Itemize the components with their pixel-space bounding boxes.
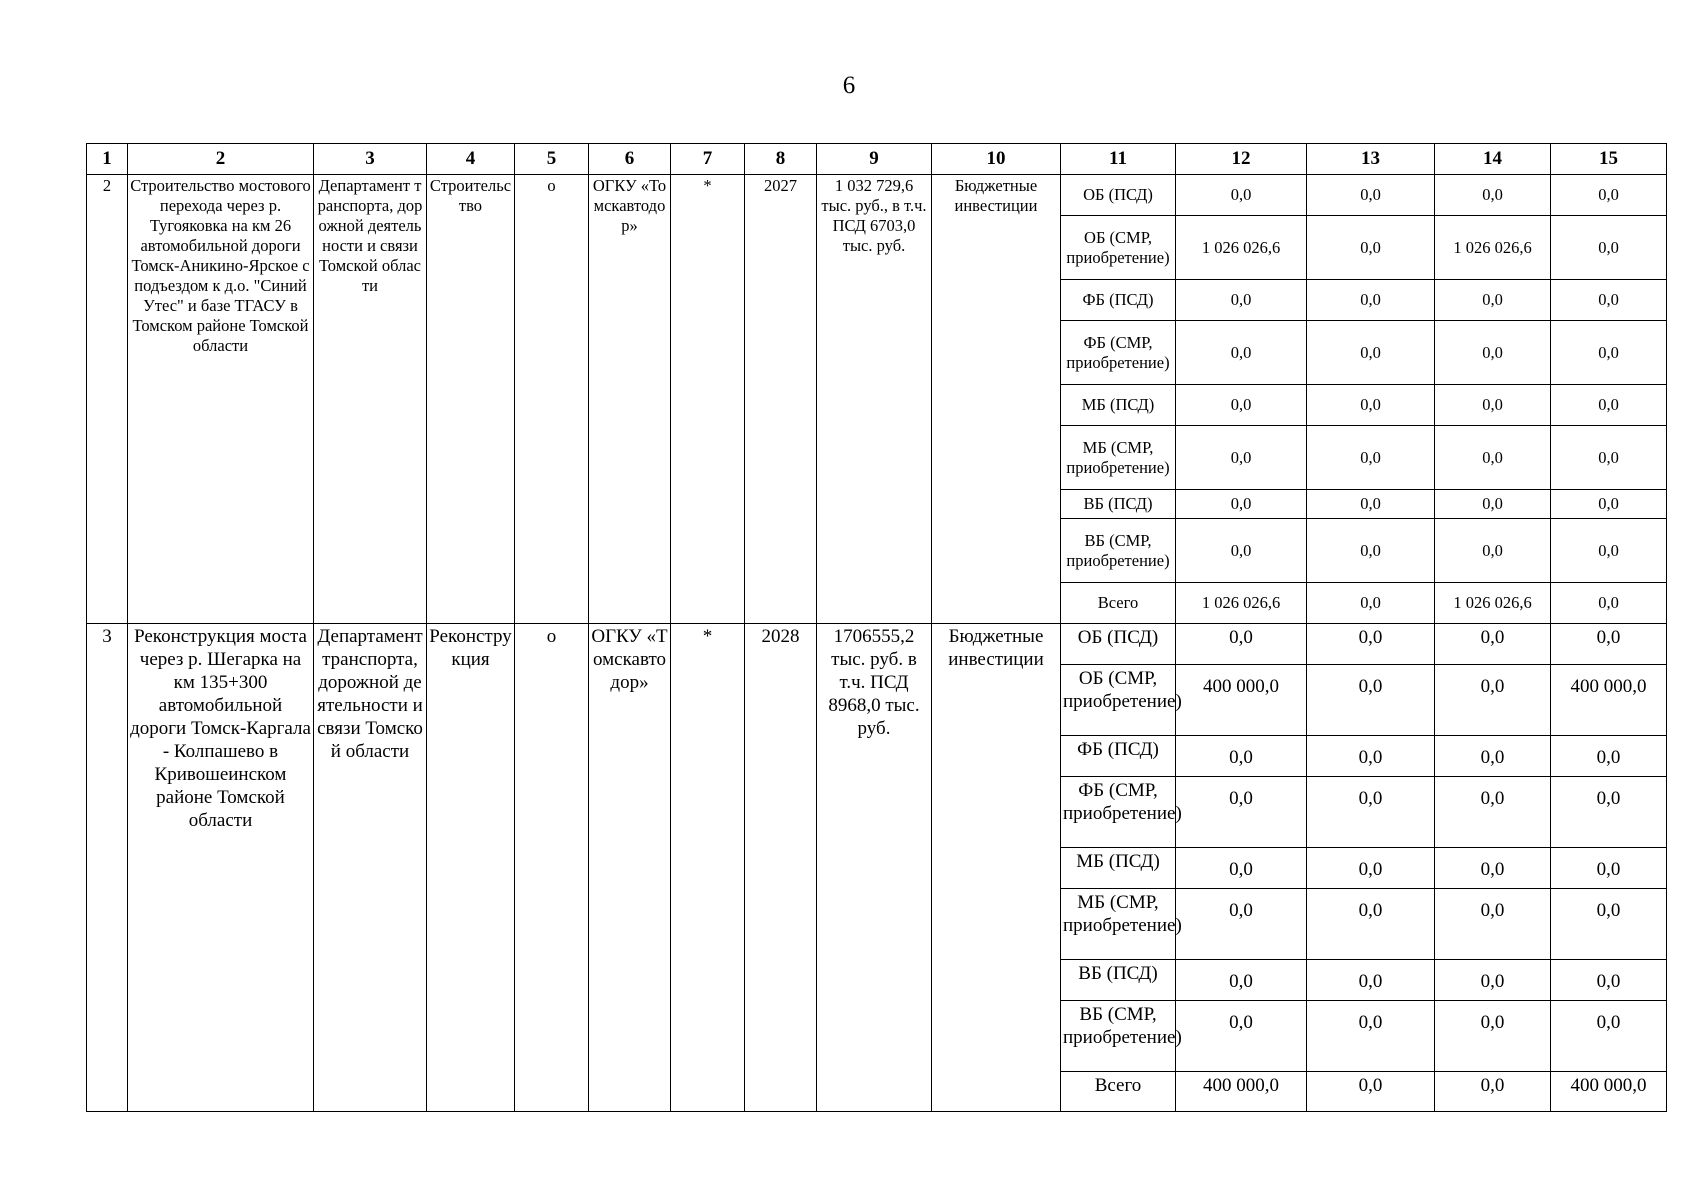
header-col-11: 11: [1061, 144, 1176, 175]
funding-source: МБ (СМР, приобретение): [1061, 426, 1176, 490]
object-name: Строительство мостового перехода через р. Тугояковка на км 26 автомобильной дороги Томск-Аникино-Ярское с подъездом к д.о. "Синий Утес" и базе ТГАСУ в Томском районе Томской области: [128, 175, 314, 624]
value-col-13: 0,0: [1307, 889, 1435, 960]
value-col-14: 0,0: [1435, 624, 1551, 665]
value-col-12: 0,0: [1176, 280, 1307, 321]
value-col-15: 0,0: [1551, 848, 1667, 889]
customer: ОГКУ «Томскавтодор»: [589, 175, 671, 624]
funding-source: ВБ (ПСД): [1061, 960, 1176, 1001]
funding-source: МБ (СМР, приобретение): [1061, 889, 1176, 960]
value-col-14: 0,0: [1435, 321, 1551, 385]
marker: *: [671, 624, 745, 1112]
funding-source-total: Всего: [1061, 1072, 1176, 1112]
page-number: 6: [842, 72, 856, 99]
header-col-2: 2: [128, 144, 314, 175]
value-col-15: 0,0: [1551, 1001, 1667, 1072]
value-col-15: 0,0: [1551, 519, 1667, 583]
value-col-12: 0,0: [1176, 490, 1307, 519]
value-col-15: 0,0: [1551, 426, 1667, 490]
total-col-14: 0,0: [1435, 1072, 1551, 1112]
funding-source: ФБ (СМР, приобретение): [1061, 777, 1176, 848]
value-col-12: 0,0: [1176, 777, 1307, 848]
header-col-4: 4: [427, 144, 515, 175]
value-col-15: 0,0: [1551, 624, 1667, 665]
header-row: [87, 144, 1667, 175]
project-section-3: [87, 624, 1667, 1112]
ownership: о: [515, 175, 589, 624]
value-col-12: 0,0: [1176, 848, 1307, 889]
responsible-body: Департамент транспорта, дорожной деятельности и связи Томской области: [314, 175, 427, 624]
value-col-14: 0,0: [1435, 519, 1551, 583]
work-type: Строительство: [427, 175, 515, 624]
funding-source: ВБ (СМР, приобретение): [1061, 1001, 1176, 1072]
value-col-13: 0,0: [1307, 848, 1435, 889]
value-col-13: 0,0: [1307, 960, 1435, 1001]
value-col-15: 0,0: [1551, 736, 1667, 777]
total-col-13: 0,0: [1307, 583, 1435, 624]
header-col-6: 6: [589, 144, 671, 175]
value-col-15: 0,0: [1551, 777, 1667, 848]
funding-source: ОБ (СМР, приобретение): [1061, 216, 1176, 280]
value-col-12: 0,0: [1176, 624, 1307, 665]
value-col-14: 0,0: [1435, 385, 1551, 426]
header-col-5: 5: [515, 144, 589, 175]
value-col-13: 0,0: [1307, 216, 1435, 280]
value-col-12: 0,0: [1176, 889, 1307, 960]
value-col-12: 0,0: [1176, 960, 1307, 1001]
total-col-15: 0,0: [1551, 583, 1667, 624]
value-col-15: 0,0: [1551, 216, 1667, 280]
header-col-10: 10: [932, 144, 1061, 175]
header-col-7: 7: [671, 144, 745, 175]
total-col-15: 400 000,0: [1551, 1072, 1667, 1112]
total-col-12: 1 026 026,6: [1176, 583, 1307, 624]
value-col-12: 0,0: [1176, 426, 1307, 490]
value-col-13: 0,0: [1307, 490, 1435, 519]
value-col-13: 0,0: [1307, 777, 1435, 848]
value-col-12: 0,0: [1176, 736, 1307, 777]
value-col-14: 0,0: [1435, 280, 1551, 321]
header-col-13: 13: [1307, 144, 1435, 175]
header-col-9: 9: [817, 144, 932, 175]
value-col-15: 0,0: [1551, 321, 1667, 385]
row-number: 3: [87, 624, 128, 1112]
total-col-14: 1 026 026,6: [1435, 583, 1551, 624]
value-col-12: 1 026 026,6: [1176, 216, 1307, 280]
estimated-cost: 1706555,2 тыс. руб. в т.ч. ПСД 8968,0 тыс. руб.: [817, 624, 932, 1112]
value-col-13: 0,0: [1307, 426, 1435, 490]
investment-type: Бюджетные инвестиции: [932, 624, 1061, 1112]
value-col-15: 400 000,0: [1551, 665, 1667, 736]
total-col-12: 400 000,0: [1176, 1072, 1307, 1112]
investment-table: [86, 143, 1667, 1112]
funding-source-total: Всего: [1061, 583, 1176, 624]
value-col-15: 0,0: [1551, 889, 1667, 960]
value-col-13: 0,0: [1307, 1001, 1435, 1072]
total-col-13: 0,0: [1307, 1072, 1435, 1112]
value-col-14: 0,0: [1435, 175, 1551, 216]
project-section-2: [87, 175, 1667, 624]
work-type: Реконструкция: [427, 624, 515, 1112]
header-col-1: 1: [87, 144, 128, 175]
funding-source: МБ (ПСД): [1061, 848, 1176, 889]
value-col-14: 0,0: [1435, 889, 1551, 960]
value-col-13: 0,0: [1307, 519, 1435, 583]
funding-source: ФБ (СМР, приобретение): [1061, 321, 1176, 385]
funding-source: ОБ (СМР, приобретение): [1061, 665, 1176, 736]
header-col-12: 12: [1176, 144, 1307, 175]
value-col-14: 0,0: [1435, 490, 1551, 519]
investment-type: Бюджетные инвестиции: [932, 175, 1061, 624]
value-col-14: 0,0: [1435, 736, 1551, 777]
funding-source: ОБ (ПСД): [1061, 175, 1176, 216]
estimated-cost: 1 032 729,6 тыс. руб., в т.ч. ПСД 6703,0 тыс. руб.: [817, 175, 932, 624]
header-col-14: 14: [1435, 144, 1551, 175]
marker: *: [671, 175, 745, 624]
table-row: [87, 175, 1667, 216]
value-col-15: 0,0: [1551, 280, 1667, 321]
year: 2028: [745, 624, 817, 1112]
ownership: о: [515, 624, 589, 1112]
funding-source: ФБ (ПСД): [1061, 280, 1176, 321]
value-col-12: 0,0: [1176, 1001, 1307, 1072]
value-col-14: 0,0: [1435, 848, 1551, 889]
value-col-13: 0,0: [1307, 624, 1435, 665]
value-col-12: 0,0: [1176, 175, 1307, 216]
value-col-14: 0,0: [1435, 777, 1551, 848]
responsible-body: Департамент транспорта, дорожной деятельности и связи Томской области: [314, 624, 427, 1112]
header-col-8: 8: [745, 144, 817, 175]
value-col-13: 0,0: [1307, 665, 1435, 736]
funding-source: ВБ (СМР, приобретение): [1061, 519, 1176, 583]
value-col-12: 0,0: [1176, 321, 1307, 385]
value-col-14: 0,0: [1435, 426, 1551, 490]
table-row: [87, 624, 1667, 665]
value-col-13: 0,0: [1307, 385, 1435, 426]
customer: ОГКУ «Томскавтодор»: [589, 624, 671, 1112]
value-col-13: 0,0: [1307, 321, 1435, 385]
funding-source: ВБ (ПСД): [1061, 490, 1176, 519]
value-col-15: 0,0: [1551, 385, 1667, 426]
value-col-14: 0,0: [1435, 665, 1551, 736]
value-col-14: 1 026 026,6: [1435, 216, 1551, 280]
value-col-14: 0,0: [1435, 960, 1551, 1001]
row-number: 2: [87, 175, 128, 624]
value-col-14: 0,0: [1435, 1001, 1551, 1072]
funding-source: ФБ (ПСД): [1061, 736, 1176, 777]
object-name: Реконструкция моста через р. Шегарка на км 135+300 автомобильной дороги Томск-Каргала - Колпашево в Кривошеинском районе Томской области: [128, 624, 314, 1112]
value-col-15: 0,0: [1551, 960, 1667, 1001]
value-col-15: 0,0: [1551, 175, 1667, 216]
year: 2027: [745, 175, 817, 624]
value-col-13: 0,0: [1307, 280, 1435, 321]
funding-source: ОБ (ПСД): [1061, 624, 1176, 665]
funding-source: МБ (ПСД): [1061, 385, 1176, 426]
value-col-12: 0,0: [1176, 519, 1307, 583]
value-col-12: 400 000,0: [1176, 665, 1307, 736]
value-col-12: 0,0: [1176, 385, 1307, 426]
value-col-13: 0,0: [1307, 736, 1435, 777]
value-col-15: 0,0: [1551, 490, 1667, 519]
value-col-13: 0,0: [1307, 175, 1435, 216]
header-col-3: 3: [314, 144, 427, 175]
header-col-15: 15: [1551, 144, 1667, 175]
